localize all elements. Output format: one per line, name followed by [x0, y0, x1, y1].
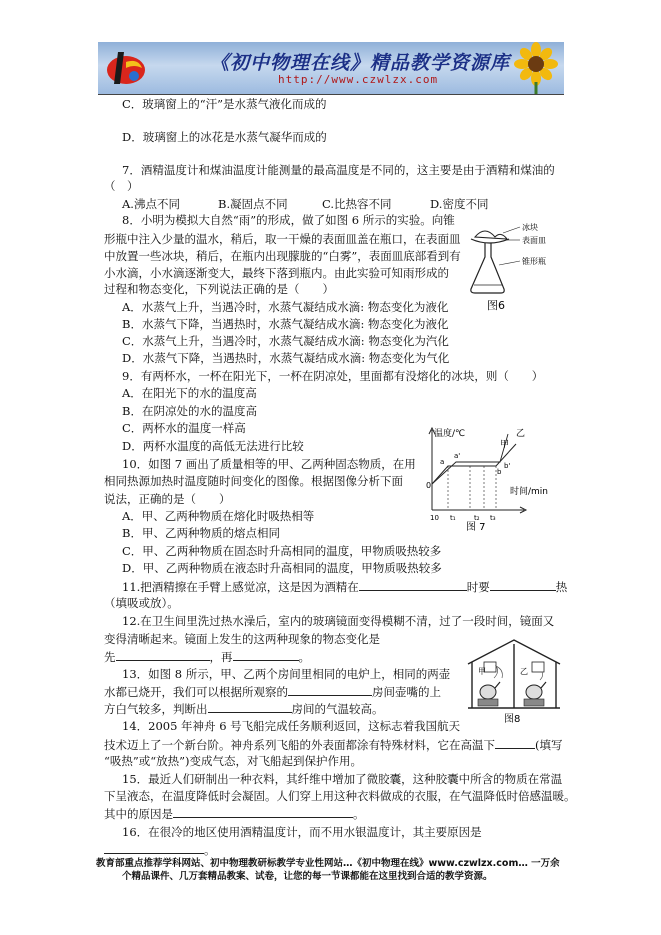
- figure-7-series-jia: 甲: [500, 440, 510, 450]
- question-11-text-3: 热: [555, 580, 568, 594]
- question-11-text-1: 11.把酒精擦在手臂上感觉凉，这是因为酒精在: [122, 580, 359, 594]
- question-12-text-3: 。: [298, 650, 310, 664]
- figure-7-caption: 图 7: [466, 522, 486, 532]
- question-12-line-2: 变得清晰起来。镜面上发生的这两种现象的物态变化是: [104, 632, 380, 646]
- option-d-text: D．玻璃窗上的冰花是水蒸气凝华而成的: [122, 130, 327, 144]
- figure-8-room-jia: 甲: [478, 667, 486, 676]
- question-7-paren: （ ）: [104, 179, 139, 193]
- question-8-line-2: 形瓶中注入少量的温水，稍后，取一干燥的表面皿盖在瓶口，在表面皿: [104, 232, 461, 246]
- question-13-text-2: 房间壶嘴的上: [372, 685, 441, 699]
- site-url[interactable]: http://www.czwlzx.com: [278, 73, 439, 86]
- question-16-blank-1[interactable]: [104, 842, 204, 854]
- header-banner: [98, 42, 564, 94]
- figure-7-tick-4: t₃: [490, 514, 496, 522]
- question-9-stem: 9．有两杯水，一杯在阳光下，一杯在阴凉处，里面都有没熔化的冰块，则（ ）: [122, 369, 544, 383]
- question-10-option-a: A．甲、乙两种物质在熔化时吸热相等: [122, 509, 315, 523]
- question-10-line-1: 10．如图 7 画出了质量相等的甲、乙两种固态物质，在用: [122, 457, 416, 471]
- figure-6-label-dish: 表面皿: [522, 236, 546, 245]
- question-10-line-2: 相同热源加热时温度随时间变化的图像。根据图像分析下面: [104, 474, 403, 488]
- question-15-text-1: 其中的原因是: [104, 807, 173, 821]
- question-13-text-3: 方白气较多，判断出: [104, 702, 208, 716]
- question-13-blank-2[interactable]: [208, 701, 292, 713]
- question-9-option-b: B．在阴凉处的水的温度高: [122, 404, 257, 418]
- question-15-line-3: [104, 806, 365, 821]
- figure-6-flask-diagram: [465, 213, 565, 313]
- question-8-option-b: B．水蒸气下降，当遇热时，水蒸气凝结成水滴: 物态变化为液化: [122, 317, 449, 331]
- figure-7-series-yi: 乙: [516, 429, 526, 439]
- figure-7-point-a: a: [440, 458, 445, 466]
- figure-8-caption: 图8: [504, 714, 521, 725]
- question-10-option-c: C．甲、乙两种物质在固态时升高相同的温度，甲物质吸热较多: [122, 544, 442, 558]
- footer-line-2: 个精品课件、几万套精品教案、试卷，让您的每一节课都能在这里找到合适的教学资源。: [122, 871, 493, 882]
- question-13-line-2: [104, 684, 441, 699]
- figure-7-temperature-graph: [420, 422, 560, 532]
- option-c-text: C．玻璃窗上的“汗”是水蒸气液化而成的: [122, 97, 327, 111]
- site-logo-icon: [104, 46, 148, 90]
- question-11-text-2: 时要: [466, 580, 490, 594]
- question-13-text-4: 房间的气温较高。: [291, 702, 384, 716]
- question-8-line-5: 过程和物态变化，下列说法正确的是（ ）: [104, 282, 334, 296]
- question-13-line-1: 13．如图 8 所示，甲、乙两个房间里相同的电炉上，相同的两壶: [122, 667, 451, 681]
- question-12-blank-2[interactable]: [233, 649, 299, 661]
- figure-6-label-flask: 锥形瓶: [522, 257, 546, 266]
- question-15-blank-1[interactable]: [173, 806, 353, 818]
- question-12-line-1: 12.在卫生间里洗过热水澡后，室内的玻璃镜面变得模糊不清，过了一段时间，镜面又: [122, 614, 555, 628]
- header-rule: [98, 94, 564, 95]
- question-11-line-1: [122, 579, 567, 594]
- figure-7-tick-2: t₁: [450, 514, 456, 522]
- question-12-blank-1[interactable]: [116, 649, 210, 661]
- question-13-blank-1[interactable]: [288, 684, 372, 696]
- figure-7-point-b-prime: b': [504, 462, 511, 470]
- question-10-option-b: B．甲、乙两种物质的熔点相同: [122, 526, 280, 540]
- question-12-line-3: [104, 649, 310, 664]
- question-9-option-a: A．在阳光下的水的温度高: [122, 386, 257, 400]
- question-7-option-a: A.沸点不同: [122, 197, 180, 211]
- question-14-text-1: 技术迈上了一个新台阶。神舟系列飞船的外表面都涂有特殊材料，它在高温下: [104, 738, 495, 752]
- question-15-line-1: 15．最近人们研制出一种衣料，其纤维中增加了微胶囊，这种胶囊中所含的物质在常温: [122, 772, 563, 786]
- figure-7-origin-label: 0: [426, 481, 432, 490]
- question-12-text-1: 先: [104, 650, 116, 664]
- figure-8-rooms-diagram: [464, 636, 564, 726]
- question-16-line-1: 16．在很冷的地区使用酒精温度计，而不用水银温度计，其主要原因是: [122, 825, 482, 839]
- question-11-blank-1[interactable]: [359, 579, 467, 591]
- question-7-option-b: B.凝固点不同: [218, 197, 288, 211]
- question-10-line-3: 说法，正确的是（ ）: [104, 492, 231, 506]
- question-7-option-c: C.比热容不同: [322, 197, 392, 211]
- figure-7-point-a-prime: a': [454, 452, 461, 460]
- question-8-line-1: 8．小明为模拟大自然“雨”的形成，做了如图 6 所示的实验。向锥: [122, 213, 455, 227]
- question-10-option-d: D．甲、乙两种物质在液态时升高相同的温度，甲物质吸热较多: [122, 561, 442, 575]
- question-14-blank-1[interactable]: [495, 737, 535, 749]
- question-13-line-3: [104, 701, 384, 716]
- question-15-line-2: 下呈液态，在温度降低时会凝固。人们穿上用这种衣料做成的衣服，在气温降低时倍感温暖。: [104, 789, 576, 803]
- question-7-stem: 7．酒精温度计和煤油温度计能测量的最高温度是不同的，这主要是由于酒精和煤油的: [122, 163, 555, 177]
- question-8-line-4: 小水滴，小水滴逐渐变大，最终下落到瓶内。由此实验可知雨形成的: [104, 266, 449, 280]
- footer-line-1: 教育部重点推荐学科网站、初中物理教研标教学专业性网站…《初中物理在线》www.czwlzx.com… 一万余: [96, 858, 560, 869]
- question-9-option-d: D．两杯水温度的高低无法进行比较: [122, 439, 304, 453]
- question-14-text-2: (填写: [535, 738, 563, 752]
- question-12-text-2: ，再: [209, 650, 233, 664]
- question-7-option-d: D.密度不同: [430, 197, 489, 211]
- question-16-line-2: [104, 842, 216, 857]
- figure-6-caption: 图6: [487, 299, 505, 312]
- question-8-option-a: A．水蒸气上升，当遇冷时，水蒸气凝结成水滴: 物态变化为液化: [122, 300, 449, 314]
- figure-7-xlabel: 时间/min: [510, 487, 549, 497]
- question-14-line-2: [104, 737, 563, 752]
- question-8-option-d: D．水蒸气下降，当遇热时，水蒸气凝结成水滴: 物态变化为气化: [122, 351, 450, 365]
- figure-7-tick-3: t₂: [474, 514, 480, 522]
- question-8-option-c: C．水蒸气上升，当遇冷时，水蒸气凝结成水滴: 物态变化为汽化: [122, 334, 449, 348]
- figure-7-point-b: b: [497, 468, 502, 476]
- figure-6-label-ice: 冰块: [522, 223, 538, 232]
- question-14-line-3: “吸热”或“放热”)变成气态，对飞船起到保护作用。: [104, 754, 363, 768]
- site-title: 《初中物理在线》精品教学资源库: [210, 52, 511, 74]
- figure-7-tick-1: 10: [430, 514, 439, 522]
- question-15-text-2: 。: [353, 807, 365, 821]
- question-11-line-2: （填吸或放）。: [104, 596, 179, 610]
- question-8-line-3: 中放置一些冰块，稍后，在瓶内出现朦胧的“白雾”，表面皿底部看到有: [104, 249, 461, 263]
- question-13-text-1: 水都已烧开，我们可以根据所观察的: [104, 685, 288, 699]
- figure-8-room-yi: 乙: [520, 667, 528, 676]
- question-11-blank-2[interactable]: [490, 579, 556, 591]
- question-16-text-1: 。: [204, 843, 216, 857]
- figure-7-ylabel: 温度/℃: [434, 429, 466, 439]
- question-9-option-c: C．两杯水的温度一样高: [122, 421, 246, 435]
- sunflower-icon: [512, 42, 560, 94]
- question-14-line-1: 14．2005 年神舟 6 号飞船完成任务顺利返回，这标志着我国航天: [122, 719, 461, 733]
